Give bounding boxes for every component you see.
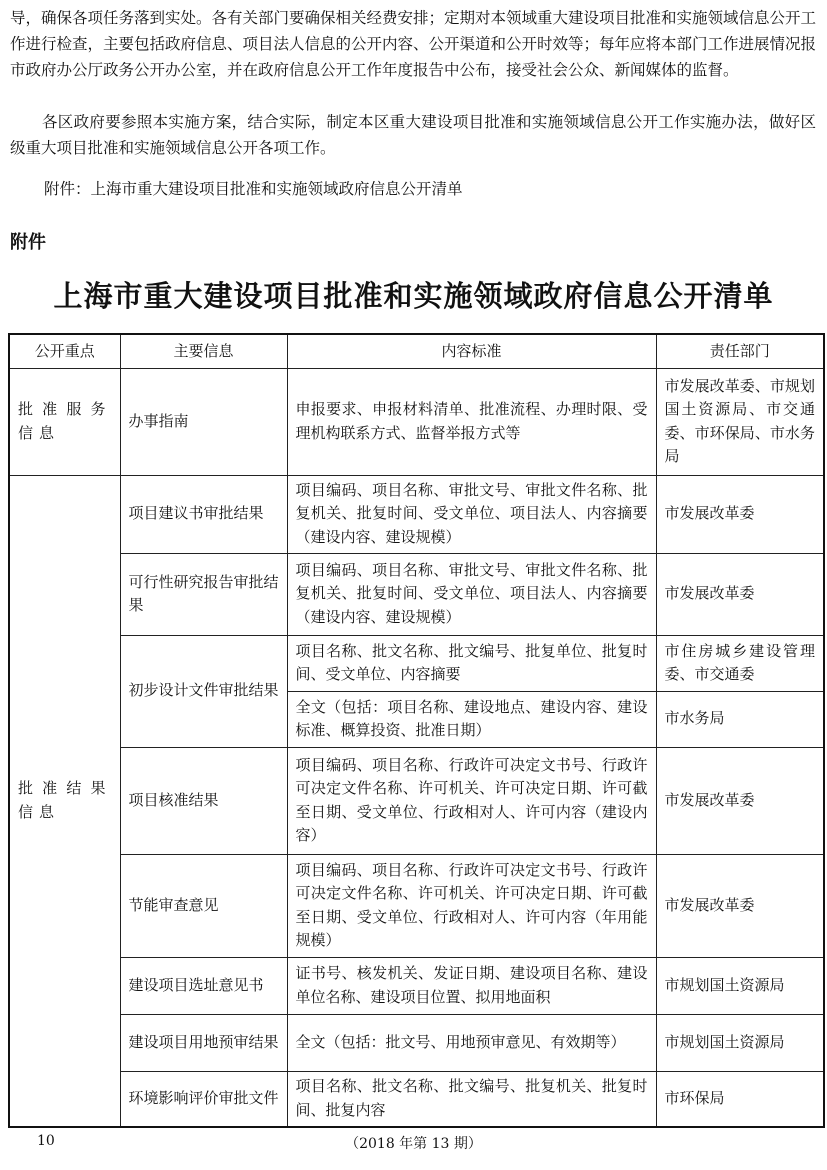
info-cell: 办事指南 [120,368,287,475]
table-row [9,747,824,854]
content-cell: 项目编码、项目名称、行政许可决定文书号、行政许可决定文件名称、许可机关、许可决定日期、许可截至日期、受文单位、行政相对人、许可内容（建设内容） [287,747,656,854]
dept-cell: 市发展改革委 [656,553,824,635]
page-number: 10 [37,1133,55,1149]
dept-cell: 市环保局 [656,1071,824,1127]
content-cell: 项目名称、批文名称、批文编号、批复机关、批复时间、批复内容 [287,1071,656,1127]
table-row [9,635,824,691]
dept-cell: 市规划国土资源局 [656,1014,824,1071]
info-cell: 建设项目选址意见书 [120,957,287,1014]
info-cell: 建设项目用地预审结果 [120,1014,287,1071]
disclosure-table [8,333,825,1128]
dept-cell: 市发展改革委 [656,475,824,553]
dept-cell: 市发展改革委 [656,854,824,957]
header-cell: 责任部门 [656,334,824,368]
header-cell: 内容标准 [287,334,656,368]
table-row [9,475,824,553]
content-cell: 全文（包括：批文号、用地预审意见、有效期等） [287,1014,656,1071]
content-cell: 全文（包括：项目名称、建设地点、建设内容、建设标准、概算投资、批准日期） [287,691,656,747]
info-cell: 环境影响评价审批文件 [120,1071,287,1127]
body-paragraph-1: 导，确保各项任务落到实处。各有关部门要确保相关经费安排；定期对本领域重大建设项目批准和实施领域信息公开工作进行检查，主要包括政府信息、项目法人信息的公开内容、公开渠道和公开时效等；每年应将本部门工作进展情况报市政府办公厅政务公开办公室，并在政府信息公开工作年度报告中公布，接受社会公众、新闻媒体的监督。 [10,9,817,79]
table-row [9,1071,824,1127]
dept-cell: 市水务局 [656,691,824,747]
dept-cell: 市发展改革委、市规划国土资源局、市交通委、市环保局、市水务局 [656,368,824,475]
info-cell: 初步设计文件审批结果 [120,635,287,747]
table-row [9,957,824,1014]
document-title: 上海市重大建设项目批准和实施领域政府信息公开清单 [53,279,774,313]
attachment-note: 附件：上海市重大建设项目批准和实施领域政府信息公开清单 [44,180,463,198]
content-cell: 项目编码、项目名称、审批文号、审批文件名称、批复机关、批复时间、受文单位、项目法人、内容摘要（建设内容、建设规模） [287,553,656,635]
content-cell: 申报要求、申报材料清单、批准流程、办理时限、受理机构联系方式、监督举报方式等 [287,368,656,475]
attachment-heading: 附件 [10,232,46,253]
table-row [9,368,824,475]
table-row [9,1014,824,1071]
table-row [9,854,824,957]
content-cell: 项目编码、项目名称、审批文号、审批文件名称、批复机关、批复时间、受文单位、项目法人、内容摘要（建设内容、建设规模） [287,475,656,553]
info-cell: 节能审查意见 [120,854,287,957]
table-header-row [9,334,824,368]
header-cell: 公开重点 [9,334,120,368]
info-cell: 项目建议书审批结果 [120,475,287,553]
content-cell: 证书号、核发机关、发证日期、建设项目名称、建设单位名称、建设项目位置、拟用地面积 [287,957,656,1014]
content-cell: 项目名称、批文名称、批文编号、批复单位、批复时间、受文单位、内容摘要 [287,635,656,691]
issue-label: （2018 年第 13 期） [345,1136,482,1152]
dept-cell: 市发展改革委 [656,747,824,854]
group-cell: 批准结果信息 [9,475,120,1127]
info-cell: 项目核准结果 [120,747,287,854]
dept-cell: 市住房城乡建设管理委、市交通委 [656,635,824,691]
body-paragraph-2: 各区政府要参照本实施方案，结合实际，制定本区重大建设项目批准和实施领域信息公开工作实施办法，做好区级重大项目批准和实施领域信息公开各项工作。 [10,113,816,157]
dept-cell: 市规划国土资源局 [656,957,824,1014]
table-row [9,553,824,635]
content-cell: 项目编码、项目名称、行政许可决定文书号、行政许可决定文件名称、许可机关、许可决定日期、许可截至日期、受文单位、行政相对人、许可内容（年用能规模） [287,854,656,957]
group-cell: 批准服务信息 [9,368,120,475]
header-cell: 主要信息 [120,334,287,368]
info-cell: 可行性研究报告审批结果 [120,553,287,635]
